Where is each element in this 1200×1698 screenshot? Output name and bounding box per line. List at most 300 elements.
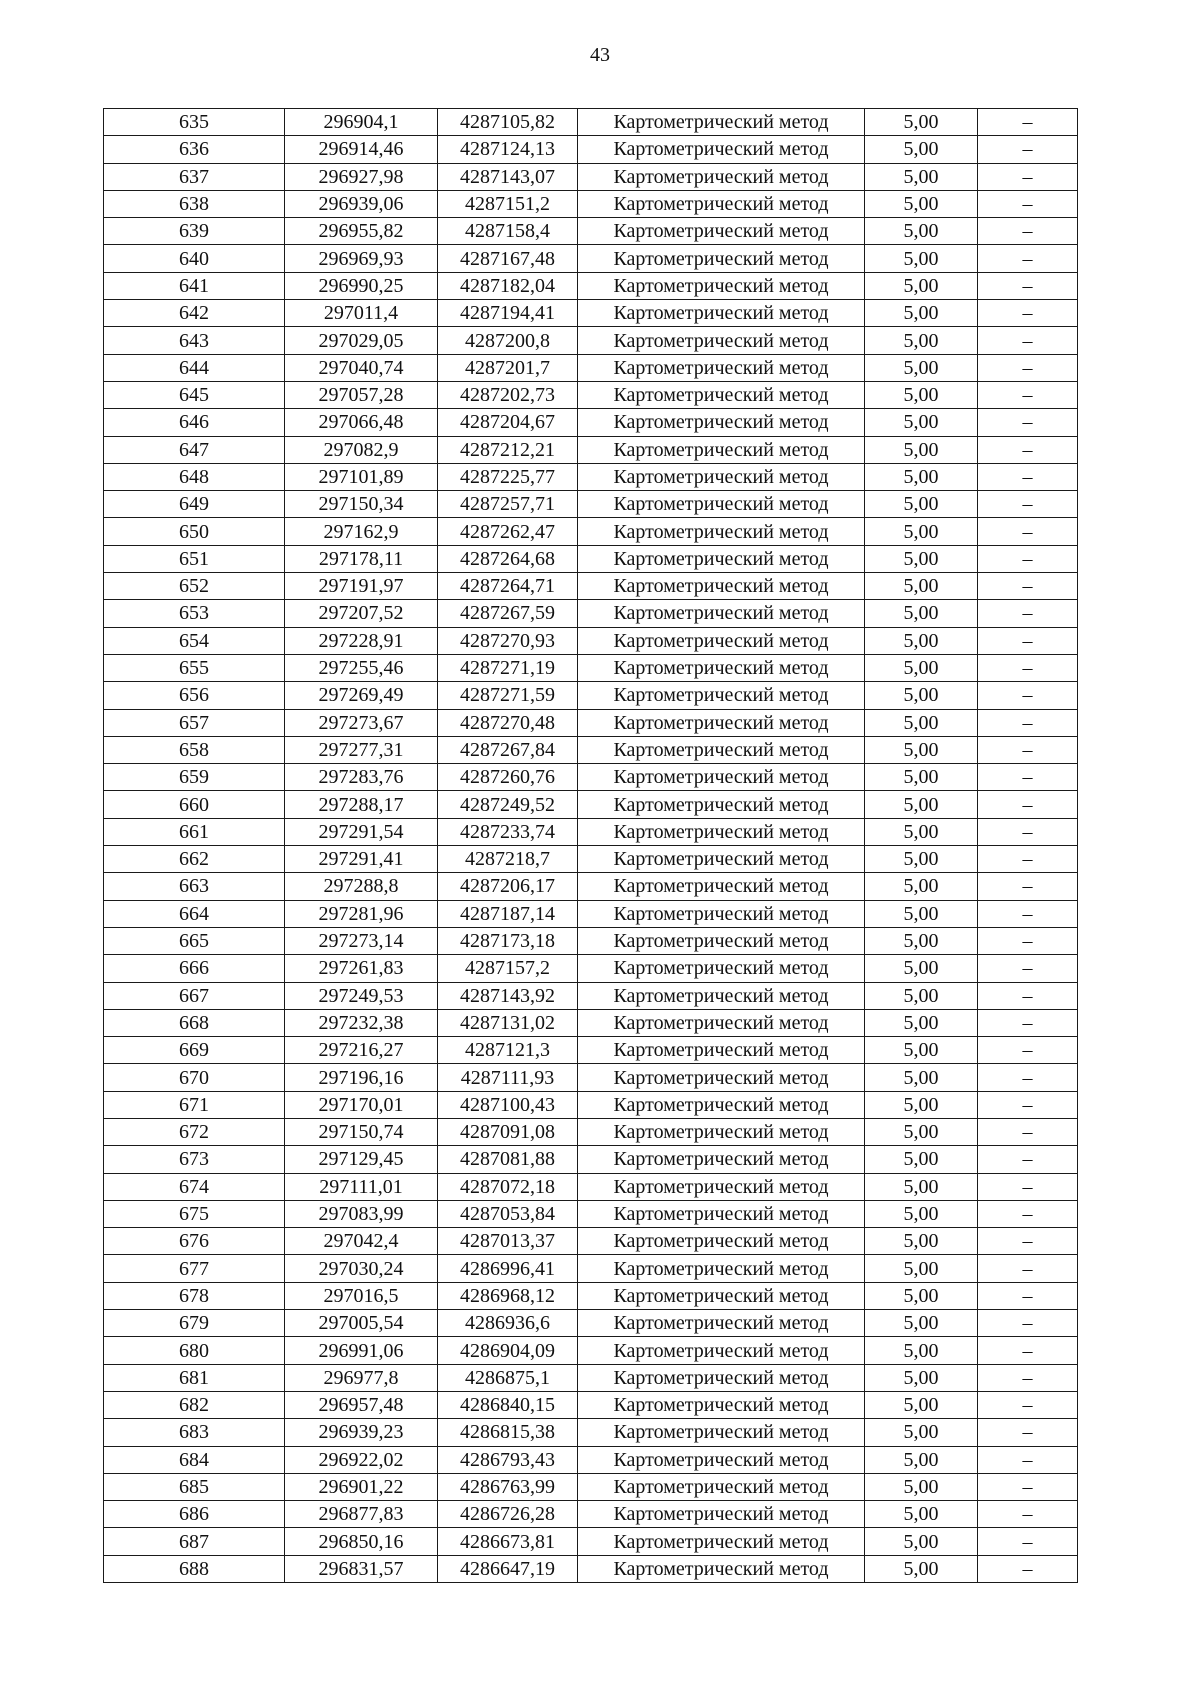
accuracy-cell: 5,00 (865, 600, 978, 627)
y-coordinate-cell: 4287157,2 (438, 955, 578, 982)
accuracy-cell: 5,00 (865, 818, 978, 845)
table-row (104, 1528, 1078, 1555)
table-row (104, 573, 1078, 600)
x-coordinate-cell: 297101,89 (285, 463, 438, 490)
method-cell: Картометрический метод (578, 573, 865, 600)
method-cell: Картометрический метод (578, 518, 865, 545)
accuracy-cell: 5,00 (865, 1255, 978, 1282)
accuracy-cell: 5,00 (865, 682, 978, 709)
method-cell: Картометрический метод (578, 1064, 865, 1091)
note-cell: – (978, 900, 1078, 927)
table-row (104, 1118, 1078, 1145)
accuracy-cell: 5,00 (865, 955, 978, 982)
accuracy-cell: 5,00 (865, 545, 978, 572)
table-row (104, 873, 1078, 900)
accuracy-cell: 5,00 (865, 1337, 978, 1364)
method-cell: Картометрический метод (578, 1173, 865, 1200)
table-row (104, 818, 1078, 845)
point-number-cell: 681 (104, 1364, 285, 1391)
accuracy-cell: 5,00 (865, 1555, 978, 1582)
y-coordinate-cell: 4287187,14 (438, 900, 578, 927)
y-coordinate-cell: 4287121,3 (438, 1037, 578, 1064)
note-cell: – (978, 1200, 1078, 1227)
note-cell: – (978, 1337, 1078, 1364)
x-coordinate-cell: 297281,96 (285, 900, 438, 927)
y-coordinate-cell: 4287206,17 (438, 873, 578, 900)
table-row (104, 463, 1078, 490)
y-coordinate-cell: 4286793,43 (438, 1446, 578, 1473)
table-row (104, 1255, 1078, 1282)
table-row (104, 354, 1078, 381)
note-cell: – (978, 682, 1078, 709)
point-number-cell: 645 (104, 381, 285, 408)
y-coordinate-cell: 4287081,88 (438, 1146, 578, 1173)
point-number-cell: 644 (104, 354, 285, 381)
accuracy-cell: 5,00 (865, 846, 978, 873)
table-row (104, 190, 1078, 217)
method-cell: Картометрический метод (578, 409, 865, 436)
method-cell: Картометрический метод (578, 245, 865, 272)
method-cell: Картометрический метод (578, 1200, 865, 1227)
y-coordinate-cell: 4287143,92 (438, 982, 578, 1009)
x-coordinate-cell: 297162,9 (285, 518, 438, 545)
table-row (104, 136, 1078, 163)
note-cell: – (978, 354, 1078, 381)
table-row (104, 846, 1078, 873)
note-cell: – (978, 1555, 1078, 1582)
x-coordinate-cell: 297129,45 (285, 1146, 438, 1173)
point-number-cell: 670 (104, 1064, 285, 1091)
method-cell: Картометрический метод (578, 1446, 865, 1473)
x-coordinate-cell: 297016,5 (285, 1282, 438, 1309)
y-coordinate-cell: 4286968,12 (438, 1282, 578, 1309)
table-row (104, 736, 1078, 763)
y-coordinate-cell: 4287271,19 (438, 654, 578, 681)
point-number-cell: 639 (104, 218, 285, 245)
table-body (104, 109, 1078, 1583)
x-coordinate-cell: 297057,28 (285, 381, 438, 408)
accuracy-cell: 5,00 (865, 654, 978, 681)
y-coordinate-cell: 4286936,6 (438, 1310, 578, 1337)
table-row (104, 927, 1078, 954)
table-row (104, 1364, 1078, 1391)
method-cell: Картометрический метод (578, 900, 865, 927)
table-row (104, 300, 1078, 327)
method-cell: Картометрический метод (578, 927, 865, 954)
table-row (104, 900, 1078, 927)
note-cell: – (978, 1228, 1078, 1255)
method-cell: Картометрический метод (578, 300, 865, 327)
table-row (104, 955, 1078, 982)
method-cell: Картометрический метод (578, 1282, 865, 1309)
point-number-cell: 682 (104, 1391, 285, 1418)
method-cell: Картометрический метод (578, 627, 865, 654)
accuracy-cell: 5,00 (865, 627, 978, 654)
point-number-cell: 685 (104, 1473, 285, 1500)
y-coordinate-cell: 4287194,41 (438, 300, 578, 327)
accuracy-cell: 5,00 (865, 272, 978, 299)
accuracy-cell: 5,00 (865, 436, 978, 463)
y-coordinate-cell: 4287053,84 (438, 1200, 578, 1227)
accuracy-cell: 5,00 (865, 518, 978, 545)
method-cell: Картометрический метод (578, 1118, 865, 1145)
accuracy-cell: 5,00 (865, 381, 978, 408)
accuracy-cell: 5,00 (865, 327, 978, 354)
point-number-cell: 661 (104, 818, 285, 845)
accuracy-cell: 5,00 (865, 982, 978, 1009)
table-row (104, 709, 1078, 736)
point-number-cell: 647 (104, 436, 285, 463)
x-coordinate-cell: 297042,4 (285, 1228, 438, 1255)
method-cell: Картометрический метод (578, 982, 865, 1009)
x-coordinate-cell: 297150,74 (285, 1118, 438, 1145)
x-coordinate-cell: 297030,24 (285, 1255, 438, 1282)
accuracy-cell: 5,00 (865, 190, 978, 217)
note-cell: – (978, 1282, 1078, 1309)
note-cell: – (978, 927, 1078, 954)
point-number-cell: 643 (104, 327, 285, 354)
table-row (104, 791, 1078, 818)
point-number-cell: 674 (104, 1173, 285, 1200)
accuracy-cell: 5,00 (865, 109, 978, 136)
y-coordinate-cell: 4287100,43 (438, 1091, 578, 1118)
point-number-cell: 663 (104, 873, 285, 900)
x-coordinate-cell: 296957,48 (285, 1391, 438, 1418)
table-row (104, 764, 1078, 791)
y-coordinate-cell: 4287225,77 (438, 463, 578, 490)
y-coordinate-cell: 4286904,09 (438, 1337, 578, 1364)
table-row (104, 1391, 1078, 1418)
y-coordinate-cell: 4287267,59 (438, 600, 578, 627)
x-coordinate-cell: 296990,25 (285, 272, 438, 299)
y-coordinate-cell: 4286726,28 (438, 1501, 578, 1528)
note-cell: – (978, 1501, 1078, 1528)
table-row (104, 518, 1078, 545)
method-cell: Картометрический метод (578, 545, 865, 572)
y-coordinate-cell: 4287262,47 (438, 518, 578, 545)
table-row (104, 600, 1078, 627)
method-cell: Картометрический метод (578, 654, 865, 681)
note-cell: – (978, 1091, 1078, 1118)
table-row (104, 1555, 1078, 1582)
note-cell: – (978, 709, 1078, 736)
accuracy-cell: 5,00 (865, 218, 978, 245)
note-cell: – (978, 300, 1078, 327)
y-coordinate-cell: 4287271,59 (438, 682, 578, 709)
x-coordinate-cell: 297005,54 (285, 1310, 438, 1337)
method-cell: Картометрический метод (578, 436, 865, 463)
y-coordinate-cell: 4287270,93 (438, 627, 578, 654)
x-coordinate-cell: 297291,41 (285, 846, 438, 873)
accuracy-cell: 5,00 (865, 491, 978, 518)
accuracy-cell: 5,00 (865, 573, 978, 600)
x-coordinate-cell: 297288,8 (285, 873, 438, 900)
x-coordinate-cell: 297261,83 (285, 955, 438, 982)
y-coordinate-cell: 4287105,82 (438, 109, 578, 136)
accuracy-cell: 5,00 (865, 409, 978, 436)
note-cell: – (978, 409, 1078, 436)
x-coordinate-cell: 297232,38 (285, 1009, 438, 1036)
point-number-cell: 638 (104, 190, 285, 217)
point-number-cell: 653 (104, 600, 285, 627)
x-coordinate-cell: 296955,82 (285, 218, 438, 245)
table-row (104, 1091, 1078, 1118)
y-coordinate-cell: 4287267,84 (438, 736, 578, 763)
x-coordinate-cell: 297273,14 (285, 927, 438, 954)
method-cell: Картометрический метод (578, 1528, 865, 1555)
accuracy-cell: 5,00 (865, 136, 978, 163)
point-number-cell: 668 (104, 1009, 285, 1036)
table-row (104, 545, 1078, 572)
y-coordinate-cell: 4287202,73 (438, 381, 578, 408)
x-coordinate-cell: 297216,27 (285, 1037, 438, 1064)
accuracy-cell: 5,00 (865, 163, 978, 190)
accuracy-cell: 5,00 (865, 1091, 978, 1118)
method-cell: Картометрический метод (578, 136, 865, 163)
y-coordinate-cell: 4287124,13 (438, 136, 578, 163)
x-coordinate-cell: 297083,99 (285, 1200, 438, 1227)
point-number-cell: 655 (104, 654, 285, 681)
note-cell: – (978, 846, 1078, 873)
point-number-cell: 688 (104, 1555, 285, 1582)
note-cell: – (978, 1446, 1078, 1473)
note-cell: – (978, 327, 1078, 354)
x-coordinate-cell: 296939,06 (285, 190, 438, 217)
method-cell: Картометрический метод (578, 873, 865, 900)
table-row (104, 436, 1078, 463)
y-coordinate-cell: 4286673,81 (438, 1528, 578, 1555)
x-coordinate-cell: 297283,76 (285, 764, 438, 791)
y-coordinate-cell: 4287260,76 (438, 764, 578, 791)
accuracy-cell: 5,00 (865, 1528, 978, 1555)
x-coordinate-cell: 297170,01 (285, 1091, 438, 1118)
y-coordinate-cell: 4287013,37 (438, 1228, 578, 1255)
point-number-cell: 652 (104, 573, 285, 600)
note-cell: – (978, 654, 1078, 681)
point-number-cell: 678 (104, 1282, 285, 1309)
table-row (104, 1173, 1078, 1200)
y-coordinate-cell: 4287200,8 (438, 327, 578, 354)
y-coordinate-cell: 4287201,7 (438, 354, 578, 381)
point-number-cell: 666 (104, 955, 285, 982)
note-cell: – (978, 1310, 1078, 1337)
table-row (104, 1501, 1078, 1528)
method-cell: Картометрический метод (578, 381, 865, 408)
table-row (104, 245, 1078, 272)
method-cell: Картометрический метод (578, 1310, 865, 1337)
x-coordinate-cell: 297191,97 (285, 573, 438, 600)
note-cell: – (978, 1118, 1078, 1145)
page-number: 43 (590, 44, 610, 66)
note-cell: – (978, 1173, 1078, 1200)
point-number-cell: 672 (104, 1118, 285, 1145)
y-coordinate-cell: 4287249,52 (438, 791, 578, 818)
table-row (104, 1009, 1078, 1036)
method-cell: Картометрический метод (578, 764, 865, 791)
x-coordinate-cell: 297273,67 (285, 709, 438, 736)
method-cell: Картометрический метод (578, 846, 865, 873)
x-coordinate-cell: 297288,17 (285, 791, 438, 818)
point-number-cell: 662 (104, 846, 285, 873)
note-cell: – (978, 381, 1078, 408)
x-coordinate-cell: 296977,8 (285, 1364, 438, 1391)
note-cell: – (978, 600, 1078, 627)
x-coordinate-cell: 297066,48 (285, 409, 438, 436)
table-row (104, 654, 1078, 681)
note-cell: – (978, 245, 1078, 272)
table-row (104, 272, 1078, 299)
y-coordinate-cell: 4287264,71 (438, 573, 578, 600)
accuracy-cell: 5,00 (865, 245, 978, 272)
accuracy-cell: 5,00 (865, 927, 978, 954)
note-cell: – (978, 1255, 1078, 1282)
note-cell: – (978, 627, 1078, 654)
table-row (104, 1037, 1078, 1064)
point-number-cell: 686 (104, 1501, 285, 1528)
note-cell: – (978, 1473, 1078, 1500)
method-cell: Картометрический метод (578, 682, 865, 709)
point-number-cell: 675 (104, 1200, 285, 1227)
x-coordinate-cell: 297291,54 (285, 818, 438, 845)
point-number-cell: 636 (104, 136, 285, 163)
note-cell: – (978, 791, 1078, 818)
y-coordinate-cell: 4287131,02 (438, 1009, 578, 1036)
method-cell: Картометрический метод (578, 818, 865, 845)
x-coordinate-cell: 297249,53 (285, 982, 438, 1009)
x-coordinate-cell: 296939,23 (285, 1419, 438, 1446)
method-cell: Картометрический метод (578, 1473, 865, 1500)
note-cell: – (978, 982, 1078, 1009)
note-cell: – (978, 955, 1078, 982)
table-row (104, 381, 1078, 408)
point-number-cell: 679 (104, 1310, 285, 1337)
note-cell: – (978, 163, 1078, 190)
method-cell: Картометрический метод (578, 1091, 865, 1118)
accuracy-cell: 5,00 (865, 1282, 978, 1309)
method-cell: Картометрический метод (578, 1419, 865, 1446)
accuracy-cell: 5,00 (865, 300, 978, 327)
note-cell: – (978, 463, 1078, 490)
note-cell: – (978, 109, 1078, 136)
note-cell: – (978, 736, 1078, 763)
note-cell: – (978, 1146, 1078, 1173)
x-coordinate-cell: 296927,98 (285, 163, 438, 190)
table-row (104, 1446, 1078, 1473)
method-cell: Картометрический метод (578, 163, 865, 190)
table-row (104, 491, 1078, 518)
method-cell: Картометрический метод (578, 736, 865, 763)
y-coordinate-cell: 4287158,4 (438, 218, 578, 245)
x-coordinate-cell: 297082,9 (285, 436, 438, 463)
note-cell: – (978, 545, 1078, 572)
table-row (104, 1064, 1078, 1091)
note-cell: – (978, 1064, 1078, 1091)
point-number-cell: 640 (104, 245, 285, 272)
point-number-cell: 673 (104, 1146, 285, 1173)
point-number-cell: 664 (104, 900, 285, 927)
accuracy-cell: 5,00 (865, 1146, 978, 1173)
note-cell: – (978, 1364, 1078, 1391)
table-row (104, 1419, 1078, 1446)
method-cell: Картометрический метод (578, 491, 865, 518)
table-row (104, 163, 1078, 190)
x-coordinate-cell: 297029,05 (285, 327, 438, 354)
accuracy-cell: 5,00 (865, 1173, 978, 1200)
y-coordinate-cell: 4286996,41 (438, 1255, 578, 1282)
accuracy-cell: 5,00 (865, 736, 978, 763)
method-cell: Картометрический метод (578, 109, 865, 136)
accuracy-cell: 5,00 (865, 1118, 978, 1145)
note-cell: – (978, 573, 1078, 600)
x-coordinate-cell: 297040,74 (285, 354, 438, 381)
accuracy-cell: 5,00 (865, 1064, 978, 1091)
table-row (104, 982, 1078, 1009)
note-cell: – (978, 436, 1078, 463)
x-coordinate-cell: 297269,49 (285, 682, 438, 709)
note-cell: – (978, 1419, 1078, 1446)
point-number-cell: 665 (104, 927, 285, 954)
point-number-cell: 659 (104, 764, 285, 791)
y-coordinate-cell: 4286763,99 (438, 1473, 578, 1500)
x-coordinate-cell: 296991,06 (285, 1337, 438, 1364)
method-cell: Картометрический метод (578, 1009, 865, 1036)
point-number-cell: 637 (104, 163, 285, 190)
y-coordinate-cell: 4287218,7 (438, 846, 578, 873)
y-coordinate-cell: 4286647,19 (438, 1555, 578, 1582)
x-coordinate-cell: 297178,11 (285, 545, 438, 572)
y-coordinate-cell: 4287111,93 (438, 1064, 578, 1091)
note-cell: – (978, 136, 1078, 163)
table-row (104, 1146, 1078, 1173)
table-row (104, 1200, 1078, 1227)
method-cell: Картометрический метод (578, 955, 865, 982)
x-coordinate-cell: 297207,52 (285, 600, 438, 627)
method-cell: Картометрический метод (578, 327, 865, 354)
note-cell: – (978, 1037, 1078, 1064)
x-coordinate-cell: 297277,31 (285, 736, 438, 763)
point-number-cell: 683 (104, 1419, 285, 1446)
point-number-cell: 677 (104, 1255, 285, 1282)
table-row (104, 682, 1078, 709)
note-cell: – (978, 218, 1078, 245)
point-number-cell: 656 (104, 682, 285, 709)
accuracy-cell: 5,00 (865, 1228, 978, 1255)
method-cell: Картометрический метод (578, 218, 865, 245)
accuracy-cell: 5,00 (865, 1310, 978, 1337)
method-cell: Картометрический метод (578, 1146, 865, 1173)
coordinates-table (103, 108, 1078, 1583)
accuracy-cell: 5,00 (865, 873, 978, 900)
x-coordinate-cell: 297255,46 (285, 654, 438, 681)
x-coordinate-cell: 296901,22 (285, 1473, 438, 1500)
table-row (104, 109, 1078, 136)
table-row (104, 1337, 1078, 1364)
point-number-cell: 680 (104, 1337, 285, 1364)
x-coordinate-cell: 296922,02 (285, 1446, 438, 1473)
point-number-cell: 654 (104, 627, 285, 654)
method-cell: Картометрический метод (578, 600, 865, 627)
point-number-cell: 667 (104, 982, 285, 1009)
x-coordinate-cell: 296850,16 (285, 1528, 438, 1555)
point-number-cell: 641 (104, 272, 285, 299)
point-number-cell: 635 (104, 109, 285, 136)
x-coordinate-cell: 296969,93 (285, 245, 438, 272)
accuracy-cell: 5,00 (865, 1446, 978, 1473)
accuracy-cell: 5,00 (865, 764, 978, 791)
method-cell: Картометрический метод (578, 463, 865, 490)
table-row (104, 1473, 1078, 1500)
accuracy-cell: 5,00 (865, 1037, 978, 1064)
